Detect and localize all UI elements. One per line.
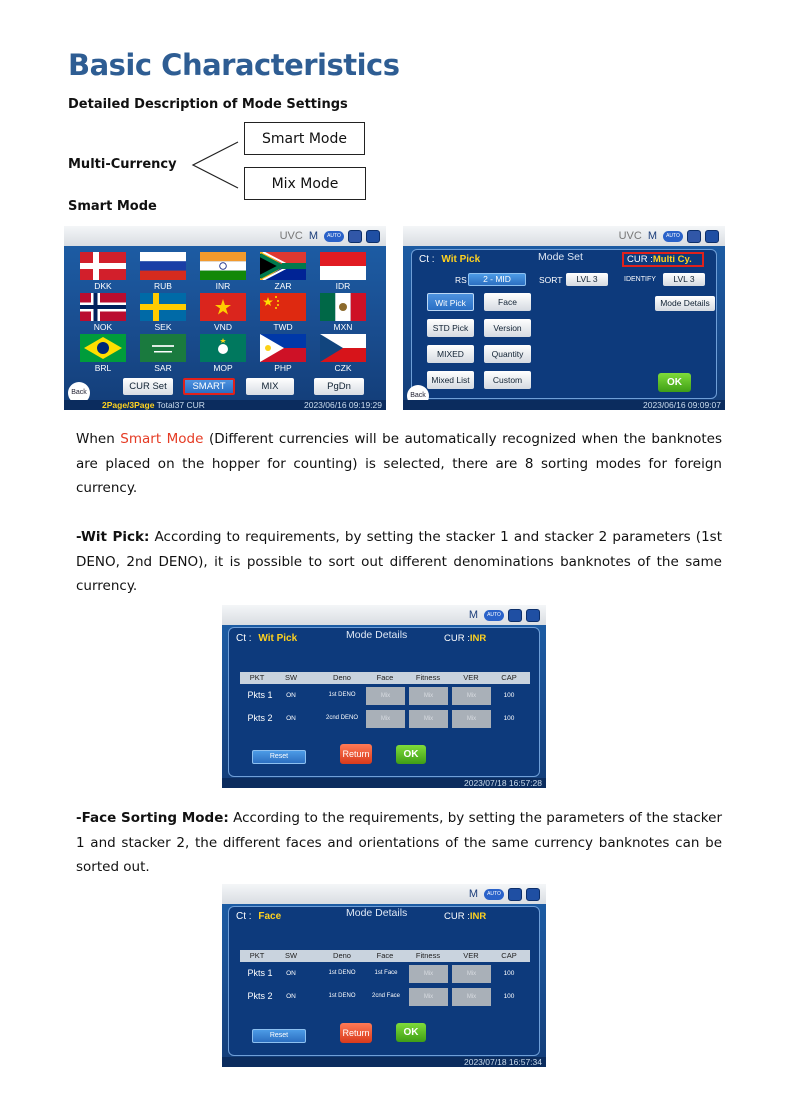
col-ver: VER — [463, 951, 479, 960]
flag-mop-icon[interactable] — [200, 334, 246, 362]
flag-vnd-icon[interactable] — [200, 293, 246, 321]
mode-indicator: M — [468, 888, 478, 900]
top-status-bar — [222, 605, 546, 625]
pgdn-button[interactable]: PgDn — [314, 378, 364, 395]
col-face: Face — [376, 673, 394, 682]
tab-mode-details[interactable]: Mode Details — [346, 907, 408, 919]
flag-dkk-icon[interactable] — [80, 252, 126, 280]
mode-face-button[interactable]: Face — [484, 293, 531, 311]
col-face: Face — [376, 951, 394, 960]
row-fitness[interactable]: Mix — [409, 687, 448, 705]
mode-mixed-button[interactable]: MIXED — [427, 345, 474, 363]
bottom-status-bar — [222, 778, 546, 788]
mode-wit-pick-button[interactable]: Wit Pick — [427, 293, 474, 311]
details-table — [240, 672, 530, 732]
rs-value-button[interactable]: 2 - MID — [468, 273, 526, 286]
mode-indicator: M — [647, 230, 657, 242]
status-date: 2023/07/18 16:57:28 — [464, 778, 542, 788]
col-sw: SW — [284, 951, 298, 960]
row-sw: ON — [286, 970, 296, 977]
row-sw: ON — [286, 993, 296, 1000]
back-button[interactable]: Back — [407, 385, 429, 407]
monitor-icon[interactable] — [366, 230, 380, 243]
bottom-status-bar — [222, 1057, 546, 1067]
row-cap[interactable]: 100 — [503, 715, 515, 722]
ct-label: Ct : Wit Pick — [419, 254, 481, 265]
save-icon[interactable] — [508, 888, 522, 901]
flag-label-zar: ZAR — [274, 281, 292, 291]
row-face[interactable]: Mix — [366, 710, 405, 728]
col-cap: CAP — [501, 673, 517, 682]
row-fitness[interactable]: Mix — [409, 965, 448, 983]
wit-pick-description: -Wit Pick: According to requirements, by setting the stacker 1 and stacker 2 parameters (1st DENO, 2nd DENO), it is possible to sort out different denominations banknotes of the same currency. — [76, 529, 722, 594]
col-deno: Deno — [333, 673, 351, 682]
col-pkt: PKT — [249, 951, 265, 960]
flag-brl-icon[interactable] — [80, 334, 126, 362]
details-table — [240, 950, 530, 1010]
uvc-indicator: UVC — [279, 230, 303, 242]
status-date: 2023/06/16 09:19:29 — [304, 400, 382, 410]
smart-button[interactable]: SMART — [183, 378, 235, 395]
status-date: 2023/06/16 09:09:07 — [643, 400, 721, 410]
flag-label-brl: BRL — [94, 363, 112, 373]
row-ver[interactable]: Mix — [452, 710, 491, 728]
flag-twd-icon[interactable] — [260, 293, 306, 321]
return-button[interactable]: Return — [340, 744, 372, 764]
multi-currency-label: Multi-Currency — [68, 157, 177, 172]
flag-label-sek: SEK — [154, 322, 172, 332]
col-deno: Deno — [333, 951, 351, 960]
cur-set-button[interactable]: CUR Set — [123, 378, 173, 395]
book-icon[interactable] — [687, 230, 701, 243]
top-status-bar — [403, 226, 725, 246]
flag-czk-icon[interactable] — [320, 334, 366, 362]
flag-php-icon[interactable] — [260, 334, 306, 362]
ct-label: Ct : Face — [236, 911, 282, 922]
status-date: 2023/07/18 16:57:34 — [464, 1057, 542, 1067]
mode-mixed-list-button[interactable]: Mixed List — [427, 371, 474, 389]
reset-button[interactable]: Reset — [252, 750, 306, 764]
col-sw: SW — [284, 673, 298, 682]
identify-label: IDENTIFY — [624, 276, 656, 283]
flag-sek-icon[interactable] — [140, 293, 186, 321]
smart-mode-highlight: Smart Mode — [120, 431, 204, 447]
row-fitness[interactable]: Mix — [409, 988, 448, 1006]
wit-pick-details-screen — [222, 605, 546, 788]
cur-indicator[interactable]: CUR :Multi Cy. — [622, 252, 704, 267]
bottom-status-bar — [64, 400, 386, 410]
row-fitness[interactable]: Mix — [409, 710, 448, 728]
auto-icon[interactable]: AUTO — [484, 889, 504, 900]
page-indicator: 2Page/3Page Total37 CUR — [102, 400, 205, 410]
mode-indicator: M — [308, 230, 318, 242]
page-title: Basic Characteristics — [68, 48, 400, 82]
branch-connector — [190, 140, 240, 190]
flag-label-idr: IDR — [335, 281, 351, 291]
sort-value-button[interactable]: LVL 3 — [566, 273, 608, 286]
section-subtitle: Detailed Description of Mode Settings — [68, 97, 348, 112]
table-row: Pkts 1 — [247, 968, 273, 978]
smart-mode-description: When Smart Mode (Different currencies will be automatically recognized when the banknotes are placed on the hopper for counting) is selected, there are 8 sorting modes for foreign currency. — [76, 431, 722, 496]
flag-label-mxn: MXN — [333, 322, 353, 332]
col-cap: CAP — [501, 951, 517, 960]
face-details-screen — [222, 884, 546, 1067]
flag-sar-icon[interactable] — [140, 334, 186, 362]
flag-label-inr: INR — [215, 281, 231, 291]
table-row: Pkts 2 — [247, 991, 273, 1001]
bottom-status-bar — [403, 400, 725, 410]
flag-label-mop: MOP — [213, 363, 233, 373]
auto-icon[interactable]: AUTO — [663, 231, 683, 242]
flag-label-nok: NOK — [93, 322, 113, 332]
back-button[interactable]: Back — [68, 382, 90, 404]
rs-label: RS — [455, 275, 467, 285]
mode-indicator: M — [468, 609, 478, 621]
flag-mxn-icon[interactable] — [320, 293, 366, 321]
flag-label-php: PHP — [274, 363, 292, 373]
tab-mode-details[interactable]: Mode Details — [346, 629, 408, 641]
row-cap[interactable]: 100 — [503, 692, 515, 699]
row-face[interactable]: 1st Face — [374, 970, 398, 976]
flag-label-rub: RUB — [154, 281, 172, 291]
table-row: Pkts 2 — [247, 713, 273, 723]
ok-button[interactable]: OK — [396, 1023, 426, 1042]
smart-mode-box: Smart Mode — [244, 122, 365, 155]
auto-icon[interactable]: AUTO — [484, 610, 504, 621]
uvc-indicator: UVC — [618, 230, 642, 242]
row-ver[interactable]: Mix — [452, 965, 491, 983]
mix-mode-box: Mix Mode — [244, 167, 366, 200]
currency-select-screen — [64, 226, 386, 410]
mode-std-pick-button[interactable]: STD Pick — [427, 319, 474, 337]
flag-nok-icon[interactable] — [80, 293, 126, 321]
mode-set-screen — [403, 226, 725, 410]
row-cap[interactable]: 100 — [503, 970, 515, 977]
flag-idr-icon[interactable] — [320, 252, 366, 280]
row-sw: ON — [286, 715, 296, 722]
col-ver: VER — [463, 673, 479, 682]
return-button[interactable]: Return — [340, 1023, 372, 1043]
ct-label: Ct : Wit Pick — [236, 633, 298, 644]
col-fitness: Fitness — [415, 673, 441, 682]
col-pkt: PKT — [249, 673, 265, 682]
mode-details-button[interactable]: Mode Details — [655, 296, 715, 311]
smart-mode-heading: Smart Mode — [68, 199, 157, 214]
monitor-icon[interactable] — [526, 609, 540, 622]
sort-label: SORT — [539, 275, 563, 285]
tab-mode-set[interactable]: Mode Set — [538, 251, 583, 263]
row-deno: 1st DENO — [328, 970, 356, 976]
flag-label-dkk: DKK — [94, 281, 112, 291]
ok-button[interactable]: OK — [396, 745, 426, 764]
ok-button[interactable]: OK — [658, 373, 691, 392]
top-status-bar — [222, 884, 546, 904]
row-deno: 1st DENO — [328, 993, 356, 999]
flag-rub-icon[interactable] — [140, 252, 186, 280]
row-ver[interactable]: Mix — [452, 687, 491, 705]
monitor-icon[interactable] — [705, 230, 719, 243]
row-sw: ON — [286, 692, 296, 699]
flag-label-czk: CZK — [334, 363, 352, 373]
save-icon[interactable] — [508, 609, 522, 622]
top-status-bar — [64, 226, 386, 246]
flag-label-twd: TWD — [273, 322, 293, 332]
row-deno: 2cnd DENO — [325, 715, 358, 721]
row-face[interactable]: Mix — [366, 687, 405, 705]
cur-indicator: CUR :INR — [444, 911, 487, 922]
mode-custom-button[interactable]: Custom — [484, 371, 531, 389]
face-sorting-description: -Face Sorting Mode: According to the requirements, by setting the parameters of the stacker 1 and stacker 2, the different faces and orientations of the same currency banknotes can be sorted out. — [76, 810, 722, 875]
mode-quantity-button[interactable]: Quantity — [484, 345, 531, 363]
book-icon[interactable] — [348, 230, 362, 243]
table-row: Pkts 1 — [247, 690, 273, 700]
mix-button[interactable]: MIX — [246, 378, 294, 395]
identify-value-button[interactable]: LVL 3 — [663, 273, 705, 286]
row-deno: 1st DENO — [328, 692, 356, 698]
flag-label-vnd: VND — [214, 322, 232, 332]
row-face[interactable]: 2cnd Face — [371, 993, 401, 999]
auto-icon[interactable]: AUTO — [324, 231, 344, 242]
flag-zar-icon[interactable] — [260, 252, 306, 280]
reset-button[interactable]: Reset — [252, 1029, 306, 1043]
mode-version-button[interactable]: Version — [484, 319, 531, 337]
monitor-icon[interactable] — [526, 888, 540, 901]
cur-indicator: CUR :INR — [444, 633, 487, 644]
col-fitness: Fitness — [415, 951, 441, 960]
flag-label-sar: SAR — [154, 363, 172, 373]
flag-inr-icon[interactable] — [200, 252, 246, 280]
row-cap[interactable]: 100 — [503, 993, 515, 1000]
row-ver[interactable]: Mix — [452, 988, 491, 1006]
